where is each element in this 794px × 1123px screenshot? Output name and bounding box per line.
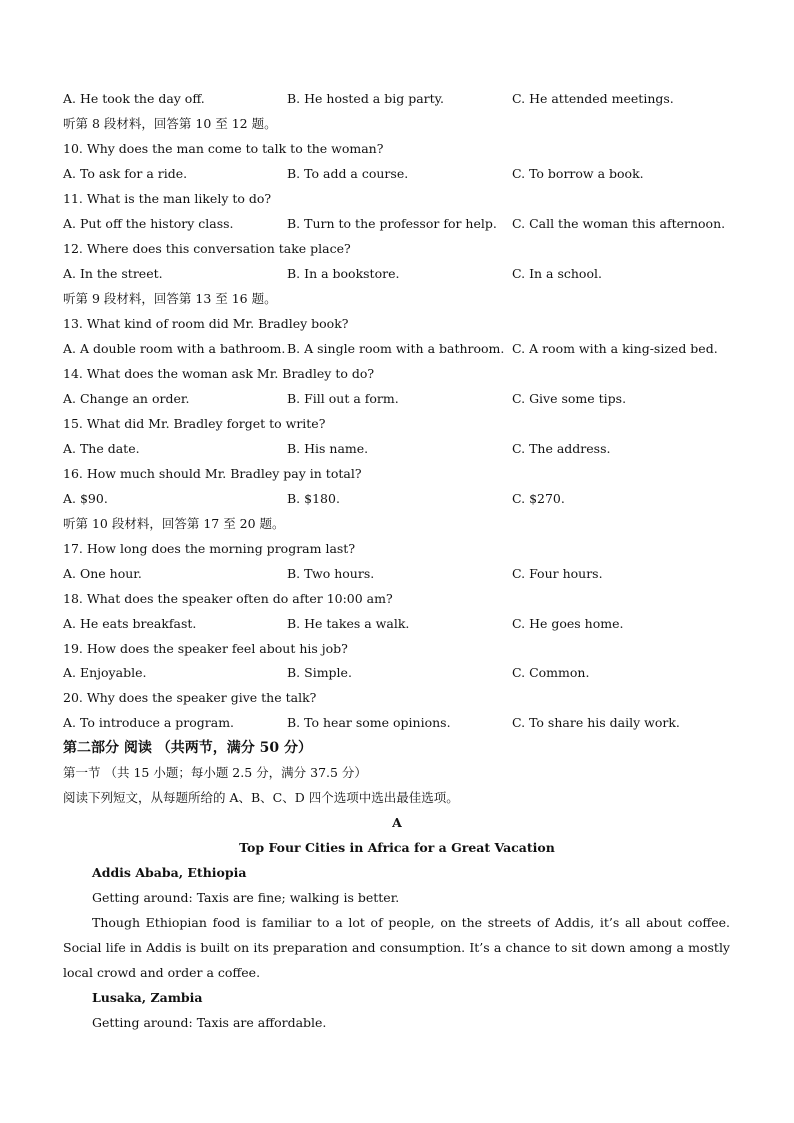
q19-option-b: B. Simple. <box>287 665 352 680</box>
q20-option-a: A. To introduce a program. <box>63 715 235 730</box>
q17-option-b: B. Two hours. <box>287 566 375 581</box>
question-11: 11. What is the man likely to do? <box>63 191 272 206</box>
part-2-section-1: 第一节 （共 15 小题；每小题 2.5 分，满分 37.5 分） <box>63 765 367 780</box>
passage-letter: A <box>392 815 402 830</box>
q10-option-b: B. To add a course. <box>287 166 409 181</box>
q14-option-b: B. Fill out a form. <box>287 391 399 406</box>
q20-option-b: B. To hear some opinions. <box>287 715 451 730</box>
q16-option-b: B. $180. <box>287 491 340 506</box>
q9-option-c: C. He attended meetings. <box>512 91 674 106</box>
q11-option-c: C. Call the woman this afternoon. <box>512 216 726 231</box>
q10-option-c: C. To borrow a book. <box>512 166 644 181</box>
q10-option-a: A. To ask for a ride. <box>63 166 188 181</box>
question-19: 19. How does the speaker feel about his job? <box>63 641 348 656</box>
section-10-instruction: 听第 10 段材料，回答第 17 至 20 题。 <box>63 516 285 531</box>
q12-option-c: C. In a school. <box>512 266 602 281</box>
q15-option-b: B. His name. <box>287 441 369 456</box>
q18-option-a: A. He eats breakfast. <box>63 616 197 631</box>
q20-option-c: C. To share his daily work. <box>512 715 680 730</box>
section-9-instruction: 听第 9 段材料，回答第 13 至 16 题。 <box>63 291 277 306</box>
city-1-paragraph: Though Ethiopian food is familiar to a lot of people, on the streets of Addis, it’s all about coffee. Social life in Addis is built on its preparation and consumption. It’s a chance to sit down among a mostly local crowd and order a coffee. <box>63 915 730 980</box>
q17-option-a: A. One hour. <box>63 566 142 581</box>
q13-option-b: B. A single room with a bathroom. <box>287 341 505 356</box>
city-1-heading: Addis Ababa, Ethiopia <box>92 865 247 880</box>
q11-option-b: B. Turn to the professor for help. <box>287 216 497 231</box>
q9-option-b: B. He hosted a big party. <box>287 91 445 106</box>
q14-option-c: C. Give some tips. <box>512 391 627 406</box>
question-17: 17. How long does the morning program last? <box>63 541 356 556</box>
q18-option-b: B. He takes a walk. <box>287 616 410 631</box>
q13-option-a: A. A double room with a bathroom. <box>63 341 286 356</box>
question-20: 20. Why does the speaker give the talk? <box>63 690 317 705</box>
q15-option-a: A. The date. <box>63 441 140 456</box>
question-14: 14. What does the woman ask Mr. Bradley to do? <box>63 366 375 381</box>
q11-option-a: A. Put off the history class. <box>63 216 234 231</box>
passage-title: Top Four Cities in Africa for a Great Vacation <box>239 840 555 855</box>
question-18: 18. What does the speaker often do after 10:00 am? <box>63 591 393 606</box>
part-2-instruction: 阅读下列短文，从每题所给的 A、B、C、D 四个选项中选出最佳选项。 <box>63 790 459 805</box>
q14-option-a: A. Change an order. <box>63 391 190 406</box>
question-16: 16. How much should Mr. Bradley pay in total? <box>63 466 362 481</box>
q9-option-a: A. He took the day off. <box>63 91 205 106</box>
q15-option-c: C. The address. <box>512 441 611 456</box>
q18-option-c: C. He goes home. <box>512 616 624 631</box>
q19-option-a: A. Enjoyable. <box>63 665 147 680</box>
q12-option-b: B. In a bookstore. <box>287 266 400 281</box>
q16-option-a: A. $90. <box>63 491 108 506</box>
q17-option-c: C. Four hours. <box>512 566 603 581</box>
q16-option-c: C. $270. <box>512 491 565 506</box>
part-2-heading: 第二部分 阅读 （共两节，满分 50 分） <box>63 740 312 756</box>
section-8-instruction: 听第 8 段材料，回答第 10 至 12 题。 <box>63 116 277 131</box>
question-15: 15. What did Mr. Bradley forget to write? <box>63 416 326 431</box>
question-10: 10. Why does the man come to talk to the woman? <box>63 141 384 156</box>
question-13: 13. What kind of room did Mr. Bradley book? <box>63 316 349 331</box>
city-2-heading: Lusaka, Zambia <box>92 990 203 1005</box>
q19-option-c: C. Common. <box>512 665 590 680</box>
city-1-getting-around: Getting around: Taxis are fine; walking is better. <box>92 890 400 905</box>
question-12: 12. Where does this conversation take place? <box>63 241 351 256</box>
q13-option-c: C. A room with a king-sized bed. <box>512 341 718 356</box>
city-2-getting-around: Getting around: Taxis are affordable. <box>92 1015 327 1030</box>
q12-option-a: A. In the street. <box>63 266 163 281</box>
